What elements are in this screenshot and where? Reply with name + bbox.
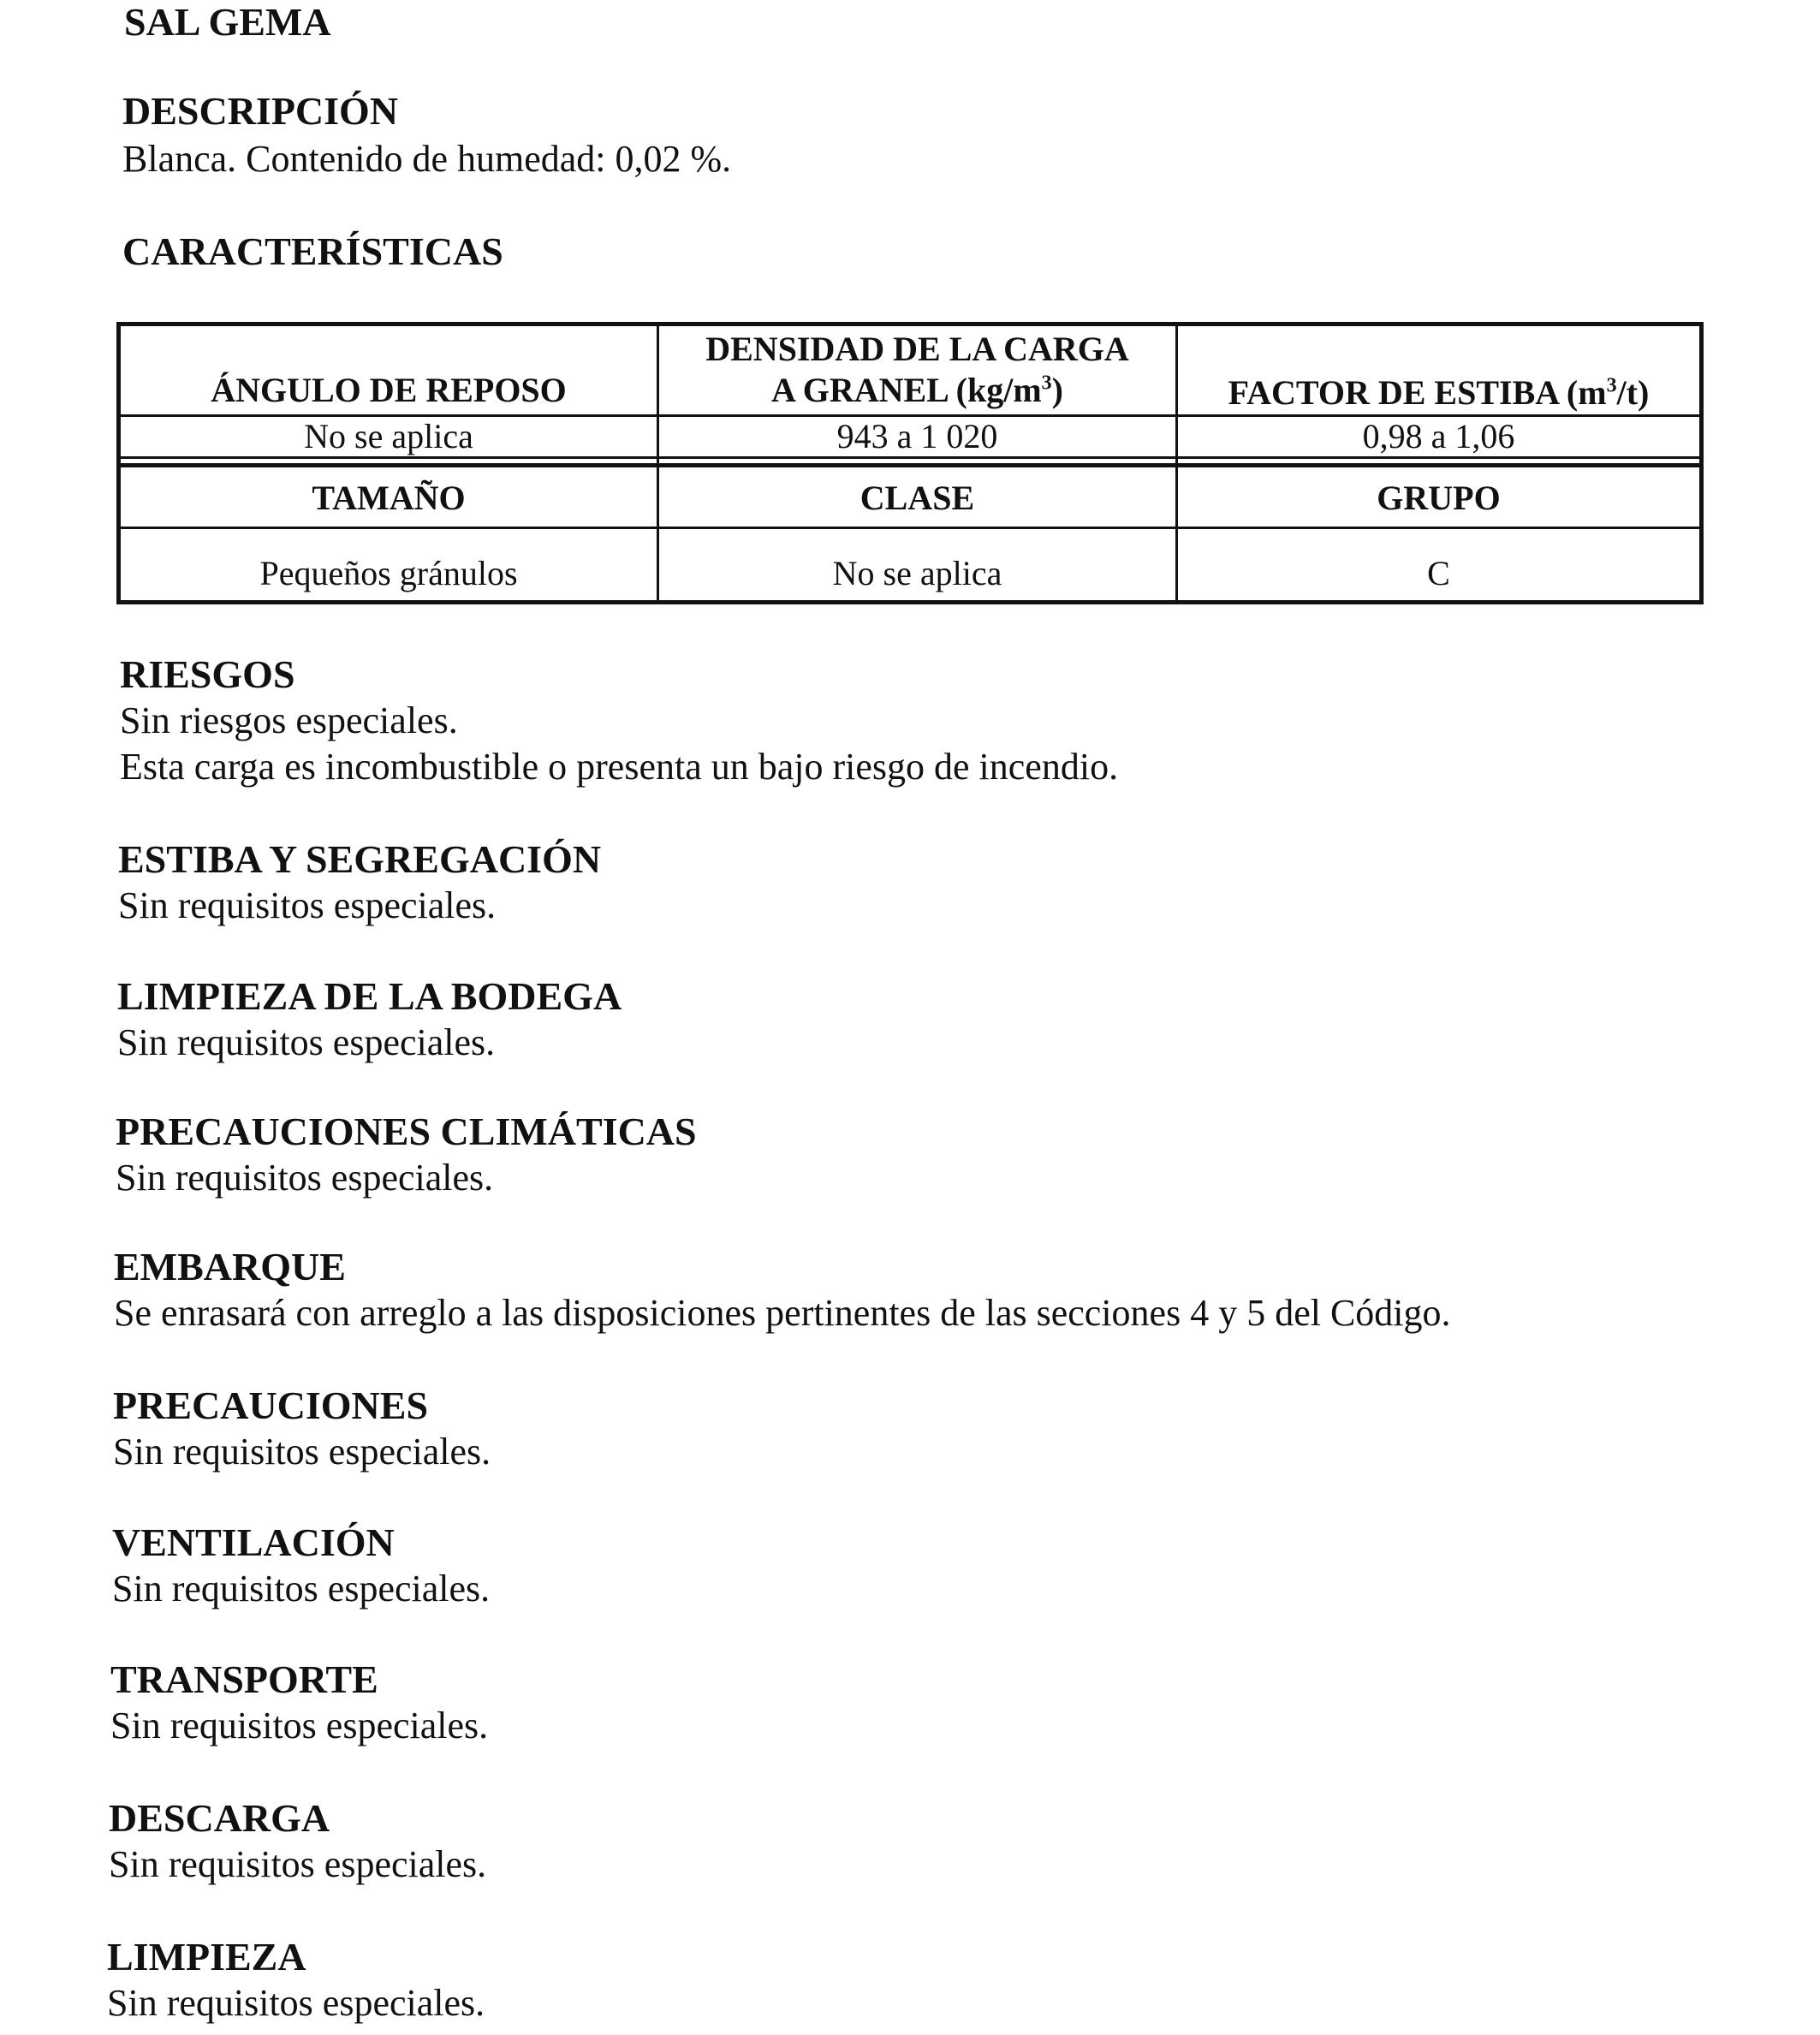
description-heading: DESCRIPCIÓN <box>122 89 399 133</box>
bulk-density-value: 943 a 1 020 <box>836 417 998 455</box>
document-title: SAL GEMA <box>124 0 331 44</box>
size-value: Pequeños gránulos <box>259 554 518 592</box>
hazard-line-1: Sin riesgos especiales. <box>120 699 458 741</box>
hold-cleanliness-text: Sin requisitos especiales. <box>117 1021 496 1063</box>
carriage-text: Sin requisitos especiales. <box>110 1705 489 1746</box>
description-text: Blanca. Contenido de humedad: 0,02 %. <box>122 138 732 180</box>
angle-of-repose-header: ÁNGULO DE REPOSO <box>211 371 567 409</box>
hazard-heading: RIESGOS <box>120 652 295 696</box>
stowage-segregation-text: Sin requisitos especiales. <box>118 884 497 926</box>
stowage-segregation-heading: ESTIBA Y SEGREGACIÓN <box>118 837 602 881</box>
group-header: GRUPO <box>1377 479 1501 517</box>
bulk-density-header-line2: A GRANEL $(kg/m^3)$ <box>771 371 1063 409</box>
precautions-text: Sin requisitos especiales. <box>113 1431 491 1473</box>
ventilation-heading: VENTILACIÓN <box>112 1520 395 1564</box>
group-value: C <box>1427 554 1450 592</box>
table-rule-double <box>121 456 1699 459</box>
class-value: No se aplica <box>832 554 1002 592</box>
stowage-factor-header: FACTOR DE ESTIBA $(m^3/t)$ <box>1228 373 1650 412</box>
angle-of-repose-value: No se aplica <box>304 417 473 455</box>
ventilation-text: Sin requisitos especiales. <box>112 1568 491 1610</box>
weather-precautions-text: Sin requisitos especiales. <box>116 1157 494 1199</box>
loading-text: Se enrasará con arreglo a las disposiciones pertinentes de las secciones 4 y 5 del Código. <box>114 1292 1451 1334</box>
table-rule-double <box>121 463 1699 467</box>
loading-heading: EMBARQUE <box>114 1245 346 1288</box>
discharge-heading: DESCARGA <box>109 1796 330 1840</box>
carriage-heading: TRANSPORTE <box>110 1657 378 1701</box>
weather-precautions-heading: PRECAUCIONES CLIMÁTICAS <box>116 1110 697 1153</box>
stowage-factor-value: 0,98 a 1,06 <box>1362 417 1515 455</box>
hazard-line-2: Esta carga es incombustible o presenta un bajo riesgo de incendio. <box>120 746 1119 788</box>
clean-up-text: Sin requisitos especiales. <box>107 1982 485 2024</box>
precautions-heading: PRECAUCIONES <box>113 1383 429 1427</box>
characteristics-heading: CARACTERÍSTICAS <box>122 229 503 273</box>
size-header: TAMAÑO <box>312 479 466 517</box>
bulk-density-header-line1: DENSIDAD DE LA CARGA <box>705 330 1129 368</box>
hold-cleanliness-heading: LIMPIEZA DE LA BODEGA <box>117 974 622 1018</box>
table-rule <box>121 527 1699 529</box>
clean-up-heading: LIMPIEZA <box>107 1935 306 1978</box>
class-header: CLASE <box>859 479 975 517</box>
discharge-text: Sin requisitos especiales. <box>109 1843 487 1885</box>
characteristics-table <box>116 322 1704 604</box>
